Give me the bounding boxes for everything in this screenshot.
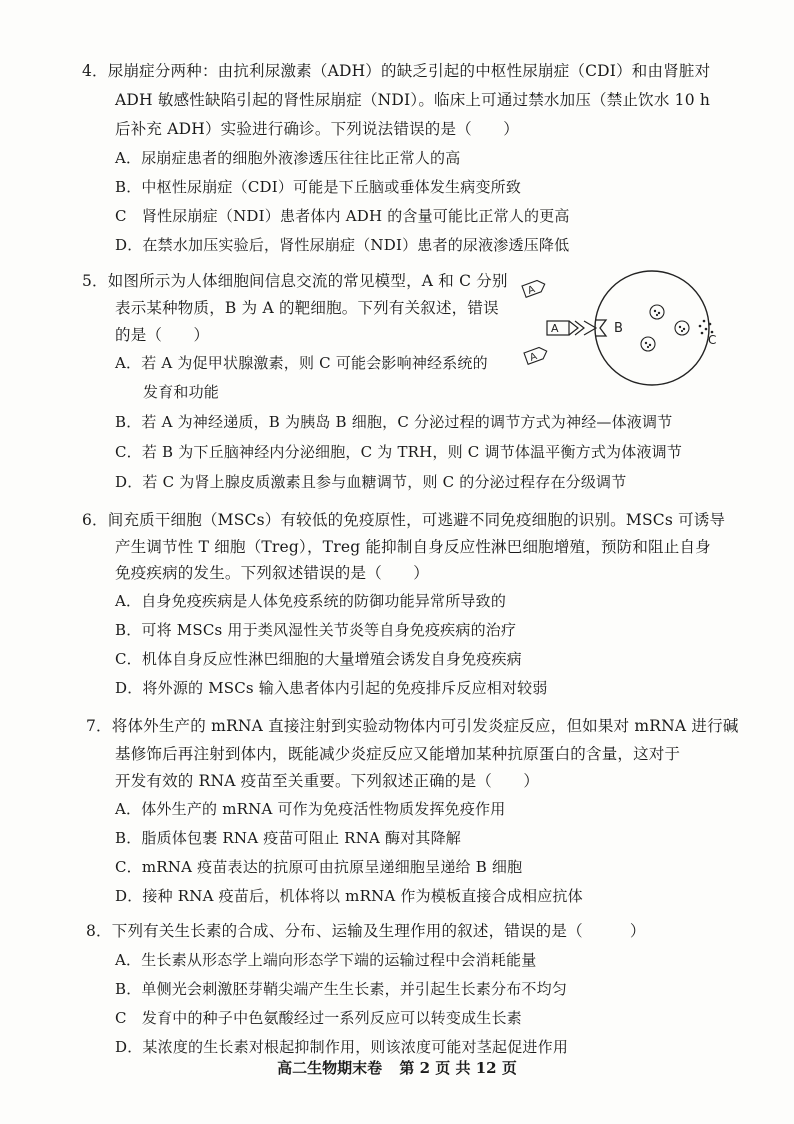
course-title: 高二生物期末卷 xyxy=(277,1059,383,1077)
svg-text:A: A xyxy=(528,351,539,364)
option-b: B．可将 MSCs 用于类风湿性关节炎等自身免疫疾病的治疗 xyxy=(115,621,517,639)
question-stem-line: 8．下列有关生长素的合成、分布、运输及生理作用的叙述，错误的是（ ） xyxy=(86,922,646,940)
question-stem-line: 表示某种物质，B 为 A 的靶细胞。下列有关叙述，错误 xyxy=(115,299,499,317)
option-a: A．尿崩症患者的细胞外液渗透压往往比正常人的高 xyxy=(115,149,461,167)
option-a: A．自身免疫疾病是人体免疫系统的防御功能异常所导致的 xyxy=(115,592,507,610)
option-c: C．mRNA 疫苗表达的抗原可由抗原呈递细胞呈递给 B 细胞 xyxy=(115,858,523,876)
question-stem-line: 开发有效的 RNA 疫苗至关重要。下列叙述正确的是（ ） xyxy=(115,772,540,790)
option-c: C 肾性尿崩症（NDI）患者体内 ADH 的含量可能比正常人的更高 xyxy=(115,207,570,225)
question-stem-line: 7．将体外生产的 mRNA 直接注射到实验动物体内可引发炎症反应，但如果对 mRNA 进行碱 xyxy=(86,717,739,735)
question-stem-line: 4．尿崩症分两种：由抗利尿激素（ADH）的缺乏引起的中枢性尿崩症（CDI）和由肾脏对 xyxy=(82,62,711,80)
option-d: D．某浓度的生长素对根起抑制作用，则该浓度可能对茎起促进作用 xyxy=(115,1038,569,1056)
question-stem-line: 基修饰后再注射到体内，既能减少炎症反应又能增加某种抗原蛋白的含量，这对于 xyxy=(115,745,681,763)
floating-molecule-a-top xyxy=(522,278,547,298)
cell-b-label: B xyxy=(614,321,623,336)
vesicle-icon xyxy=(650,305,664,319)
svg-text:A: A xyxy=(526,284,537,297)
question-stem-line: 5．如图所示为人体细胞间信息交流的常见模型，A 和 C 分别 xyxy=(82,272,508,290)
page-footer xyxy=(0,1057,794,1078)
option-c: C 发育中的种子中色氨酸经过一系列反应可以转变成生长素 xyxy=(115,1009,522,1027)
question-stem-line: ADH 敏感性缺陷引起的肾性尿崩症（NDI）。临床上可通过禁水加压（禁止饮水 10 h xyxy=(115,91,711,109)
vesicle-icon xyxy=(675,321,689,335)
option-b: B．若 A 为神经递质，B 为胰岛 B 细胞，C 分泌过程的调节方式为神经—体液调节 xyxy=(115,413,673,431)
target-cell-b xyxy=(595,271,709,385)
option-b: B．单侧光会刺激胚芽鞘尖端产生生长素，并引起生长素分布不均匀 xyxy=(115,980,568,998)
option-c: C．机体自身反应性淋巴细胞的大量增殖会诱发自身免疫疾病 xyxy=(115,650,522,668)
option-a: A．生长素从形态学上端向形态学下端的运输过程中会消耗能量 xyxy=(115,951,537,969)
option-b: B．中枢性尿崩症（CDI）可能是下丘脑或垂体发生病变所致 xyxy=(115,178,522,196)
floating-molecule-a-bottom xyxy=(524,345,549,365)
option-b: B．脂质体包裹 RNA 疫苗可阻止 RNA 酶对其降解 xyxy=(115,829,461,847)
option-d: D．若 C 为肾上腺皮质激素且参与血糖调节，则 C 的分泌过程存在分级调节 xyxy=(115,473,627,491)
question-stem-line: 产生调节性 T 细胞（Treg），Treg 能抑制自身反应性淋巴细胞增殖，预防和阻止自身 xyxy=(115,538,711,556)
question-stem-line: 6．间充质干细胞（MSCs）有较低的免疫原性，可逃避不同免疫细胞的识别。MSCs 可诱导 xyxy=(82,511,726,529)
option-d: D．在禁水加压实验后，肾性尿崩症（NDI）患者的尿液渗透压降低 xyxy=(115,236,570,254)
option-c: C．若 B 为下丘脑神经内分泌细胞，C 为 TRH，则 C 调节体温平衡方式为体液调节 xyxy=(115,443,683,461)
option-a-continued: 发育和功能 xyxy=(143,383,220,401)
option-d: D．将外源的 MSCs 输入患者体内引起的免疫排斥反应相对较弱 xyxy=(115,679,548,697)
option-d: D．接种 RNA 疫苗后，机体将以 mRNA 作为模板直接合成相应抗体 xyxy=(115,887,583,905)
vesicle-icon xyxy=(641,337,655,351)
question-stem-line: 免疫疾病的发生。下列叙述错误的是（ ） xyxy=(115,564,430,582)
option-a: A．若 A 为促甲状腺激素，则 C 可能会影响神经系统的 xyxy=(115,354,488,372)
question-stem-line: 后补充 ADH）实验进行确诊。下列说法错误的是（ ） xyxy=(115,120,519,138)
substance-c-label: C xyxy=(708,333,717,347)
question-stem-line: 的是（ ） xyxy=(115,326,210,344)
molecule-a-label: A xyxy=(551,322,559,335)
page-number: 第 2 页 共 12 页 xyxy=(399,1059,517,1077)
option-a: A．体外生产的 mRNA 可作为免疫活性物质发挥免疫作用 xyxy=(115,800,506,818)
cell-communication-diagram xyxy=(526,268,725,398)
